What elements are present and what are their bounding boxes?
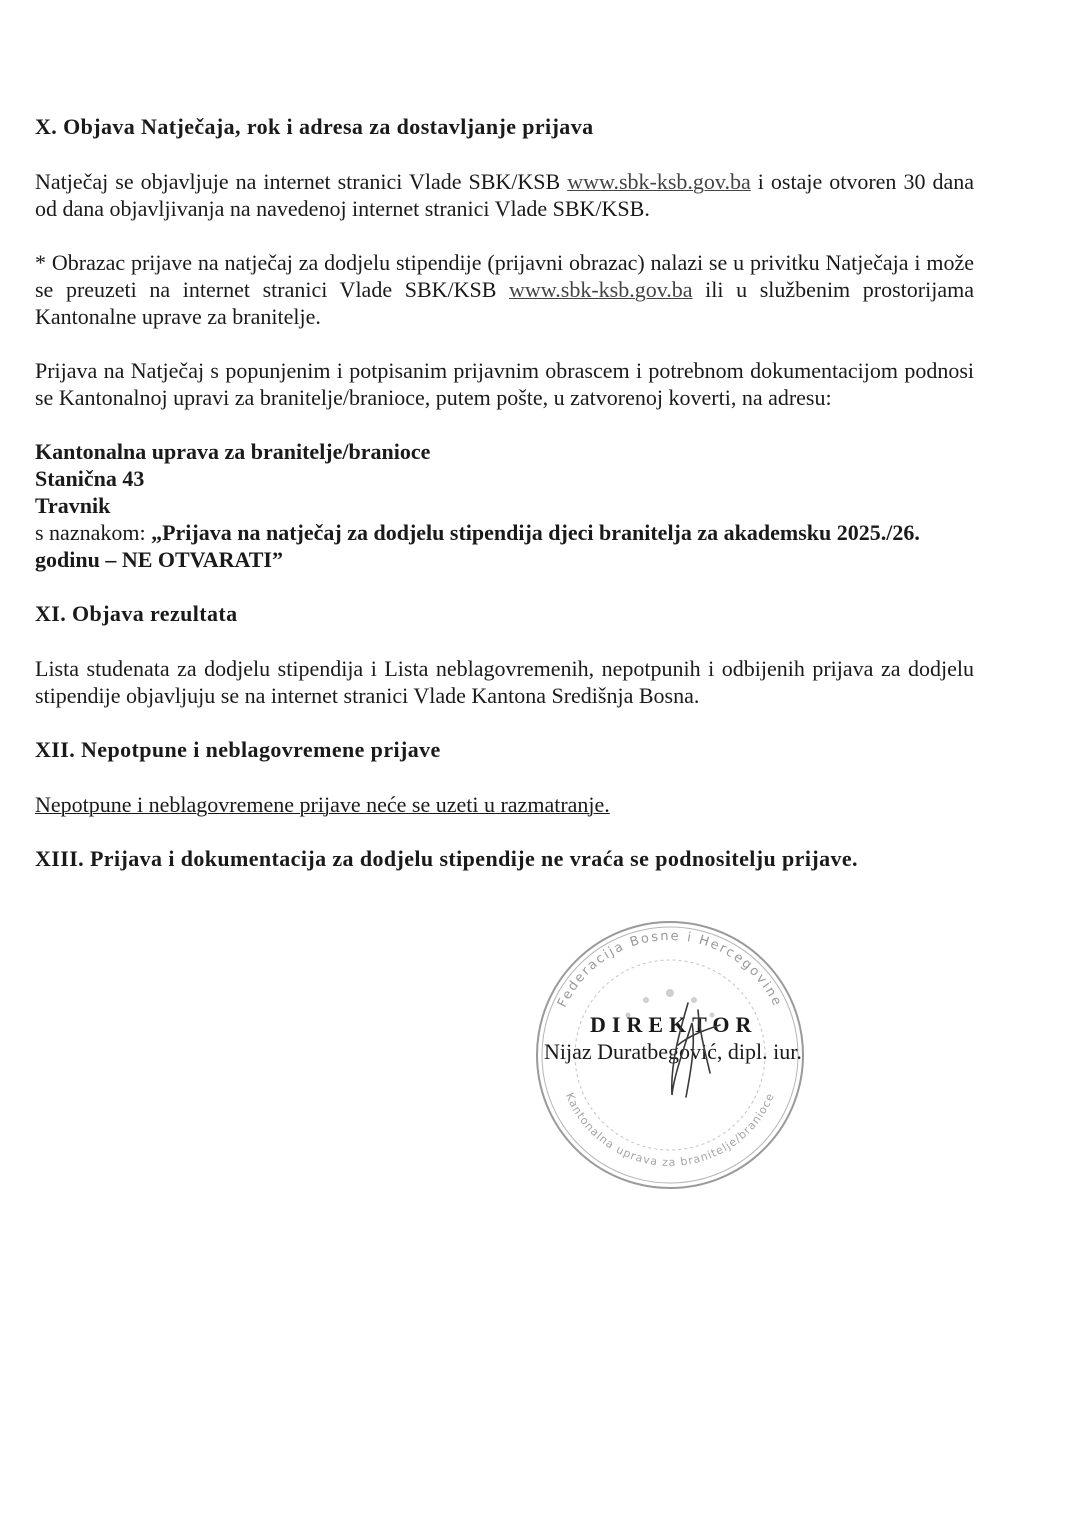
document-body	[35, 113, 974, 872]
signatory-name: Nijaz Duratbegović, dipl. iur.	[544, 1039, 802, 1064]
section-xii-paragraph: Nepotpune i neblagovremene prijave neće se uzeti u razmatranje.	[35, 792, 610, 817]
section-x-paragraph-2: * Obrazac prijave na natječaj za dodjelu stipendije (prijavni obrazac) nalazi se u privitku Natječaja i može se preuzeti na internet stranici Vlade SBK/KSB www.sbk-ksb.gov.ba ili u službenim prostorijama Kantonalne uprave za branitelje.	[35, 250, 974, 329]
section-x-paragraph-3: Prijava na Natječaj s popunjenim i potpisanim prijavnim obrascem i potrebnom dokumentacijom podnosi se Kantonalnoj upravi za branitelje/branioce, putem pošte, u zatvorenoj koverti, na adresu:	[35, 358, 974, 410]
section-x-heading: X. Objava Natječaja, rok i adresa za dostavljanje prijava	[35, 114, 594, 139]
website-link[interactable]: www.sbk-ksb.gov.ba	[509, 277, 693, 302]
address-street: Stanična 43	[35, 466, 145, 491]
website-link[interactable]: www.sbk-ksb.gov.ba	[567, 169, 751, 194]
address-office: Kantonalna uprava za branitelje/branioce	[35, 439, 431, 464]
section-xi-paragraph: Lista studenata za dodjelu stipendija i Lista neblagovremenih, nepotpunih i odbijenih prijava za dodjelu stipendije objavljuju se na internet stranici Vlade Kantona Središnja Bosna.	[35, 656, 974, 708]
section-x-paragraph-1: Natječaj se objavljuje na internet stranici Vlade SBK/KSB www.sbk-ksb.gov.ba i ostaje otvoren 30 dana od dana objavljivanja na navedenoj internet stranici Vlade SBK/KSB.	[35, 169, 974, 221]
signature-block	[520, 905, 820, 1195]
handwritten-signature-icon	[520, 905, 820, 1195]
svg-text:Federacija Bosne i Hercegovine: Federacija Bosne i Hercegovine	[555, 928, 785, 1010]
section-xi-heading: XI. Objava rezultata	[35, 601, 238, 626]
svg-text:Kantonalna uprava za branitelj: Kantonalna uprava za branitelje/branioce	[562, 1090, 778, 1169]
section-xiii-heading: XIII. Prijava i dokumentacija za dodjelu stipendije ne vraća se podnositelju prijave.	[35, 846, 858, 871]
envelope-note: s naznakom: „Prijava na natječaj za dodjelu stipendija djeci branitelja za akademsku 2025./26. godinu – NE OTVARATI”	[35, 520, 920, 572]
address-city: Travnik	[35, 493, 111, 518]
signatory-title: DIREKTOR	[590, 1012, 758, 1037]
section-xii-heading: XII. Nepotpune i neblagovremene prijave	[35, 737, 441, 762]
